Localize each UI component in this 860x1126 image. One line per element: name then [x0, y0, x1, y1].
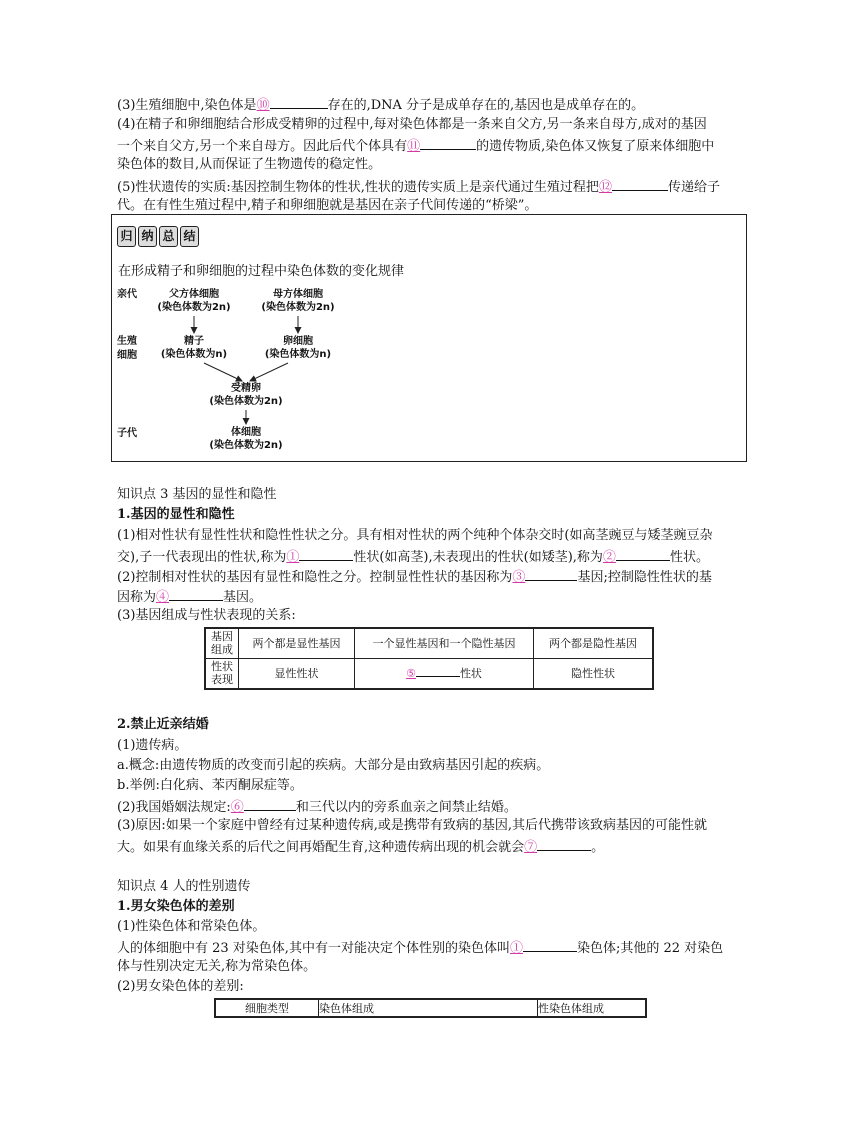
summary-tag-char: 纳 [138, 226, 157, 247]
fill-blank [420, 136, 476, 150]
node-sperm: 精子 (染色体数为n) [160, 336, 228, 360]
blank-number-10: ⑩ [256, 98, 270, 113]
k3-q2: (2)我国婚姻法规定:⑥ 和三代以内的旁系血亲之间禁止结婚。 [117, 797, 517, 817]
table-header-cell: 染色体组成 [319, 999, 538, 1017]
summary-tag-char: 总 [159, 226, 178, 247]
row-header-phenotype: 性状 表现 [205, 658, 239, 689]
node-father-cell: 父方体细胞 (染色体数为2n) [157, 289, 231, 313]
paragraph-4-line-2: 一个来自父方,另一个来自母方。因此后代个体具有⑪ 的遗传物质,染色体又恢复了原来体细胞中 [117, 136, 714, 156]
table-cell: 两个都是显性基因 [239, 628, 355, 658]
flow-arrows [112, 215, 412, 461]
label-germ-1: 生殖 [117, 336, 137, 347]
k4-para-3: (2)男女染色体的差别: [117, 979, 244, 994]
node-egg: 卵细胞 (染色体数为n) [264, 336, 332, 360]
table-row [205, 658, 653, 689]
label-child: 子代 [117, 428, 137, 439]
table-header-cell: 细胞类型 [215, 999, 319, 1017]
paragraph-3: (3)生殖细胞中,染色体是⑩ 存在的,DNA 分子是成单存在的,基因也是成单存在的。 [117, 95, 644, 115]
fill-blank [244, 797, 296, 811]
arrow-sperm-zygote [204, 363, 242, 381]
blank-number-4: ④ [156, 590, 170, 605]
k3-q3-line-1: (3)原因:如果一个家庭中曾经有过某种遗传病,或是携带有致病的基因,其后代携带该致病基因的可能性就 [117, 818, 708, 833]
k3-qb: b.举例:白化病、苯丙酮尿症等。 [117, 778, 303, 793]
fill-blank [416, 665, 460, 677]
blank-number-6: ⑥ [230, 800, 244, 815]
subheading-consanguineous-marriage: 2.禁止近亲结婚 [117, 717, 209, 732]
table-cell: 一个显性基因和一个隐性基因 [355, 628, 534, 658]
k3-para-1-line-1: (1)相对性状有显性性状和隐性性状之分。具有相对性状的两个纯种个体杂交时(如高茎豌豆与矮茎豌豆杂 [117, 528, 713, 543]
blank-number-3: ③ [512, 570, 526, 585]
node-zygote: 受精卵 (染色体数为2n) [209, 383, 283, 407]
sex-chromosome-table [214, 998, 647, 1018]
summary-tag-char: 结 [180, 226, 199, 247]
summary-box [111, 214, 747, 462]
fill-blank [523, 938, 577, 952]
fill-blank [537, 837, 591, 851]
k3-para-2-line-1: (2)控制相对性状的基因有显性和隐性之分。控制显性性状的基因称为③ 基因;控制隐性性状的基 [117, 567, 712, 587]
k4-para-1: (1)性染色体和常染色体。 [117, 919, 266, 934]
blank-number-5: ⑤ [406, 667, 416, 681]
table-cell: 两个都是隐性基因 [534, 628, 654, 658]
node-body-cell: 体细胞 (染色体数为2n) [209, 427, 283, 451]
k3-para-3: (3)基因组成与性状表现的关系: [117, 608, 296, 623]
table-header-cell: 性染色体组成 [538, 999, 647, 1017]
arrow-egg-zygote [250, 363, 288, 381]
blank-number-2: ② [602, 550, 616, 565]
label-parent: 亲代 [117, 289, 137, 300]
k4-para-2-line-1: 人的体细胞中有 23 对染色体,其中有一对能决定个体性别的染色体叫① 染色体;其他的 22 对染色 [117, 938, 723, 958]
subheading-dominant-recessive: 1.基因的显性和隐性 [117, 507, 235, 522]
paragraph-5-line-2: 代。在有性生殖过程中,精子和卵细胞就是基因在亲子代间传递的“桥梁”。 [117, 198, 538, 213]
table-cell: ⑤ 性状 [355, 658, 534, 689]
fill-blank [299, 547, 353, 561]
paragraph-4-line-3: 染色体的数目,从而保证了生物遗传的稳定性。 [117, 157, 382, 172]
k3-para-1-line-2: 交),子一代表现出的性状,称为① 性状(如高茎),未表现出的性状(如矮茎),称为② 性状。 [117, 547, 709, 567]
section-heading-4: 知识点 4 人的性别遗传 [117, 879, 251, 894]
gene-trait-table [204, 627, 654, 690]
summary-title: 在形成精子和卵细胞的过程中染色体数的变化规律 [118, 264, 405, 279]
paragraph-4-line-1: (4)在精子和卵细胞结合形成受精卵的过程中,每对染色体都是一条来自父方,另一条来自母方,成对的基因 [117, 117, 707, 132]
fill-blank [169, 587, 223, 601]
k3-q3-line-2: 大。如果有血缘关系的后代之间再婚配生育,这种遗传病出现的机会就会⑦ 。 [117, 837, 604, 857]
fill-blank [612, 177, 668, 191]
table-cell: 隐性性状 [534, 658, 654, 689]
paragraph-5-line-1: (5)性状遗传的实质:基因控制生物体的性状,性状的遗传实质上是亲代通过生殖过程把⑫ 传递给子 [117, 177, 720, 197]
summary-tag-char: 归 [117, 226, 136, 247]
table-row [215, 999, 646, 1017]
blank-number-1: ① [509, 941, 523, 956]
node-mother-cell: 母方体细胞 (染色体数为2n) [261, 289, 335, 313]
k4-para-2-line-2: 体与性别决定无关,称为常染色体。 [117, 959, 317, 974]
fill-blank [616, 547, 670, 561]
blank-number-1: ① [286, 550, 300, 565]
table-row [205, 628, 653, 658]
k3-qa: a.概念:由遗传物质的改变而引起的疾病。大部分是由致病基因引起的疾病。 [117, 758, 550, 773]
section-heading-3: 知识点 3 基因的显性和隐性 [117, 487, 277, 502]
subheading-chromosome-difference: 1.男女染色体的差别 [117, 899, 235, 914]
k3-q1: (1)遗传病。 [117, 738, 188, 753]
label-germ-2: 细胞 [117, 350, 137, 361]
blank-number-12: ⑫ [598, 180, 612, 195]
blank-number-7: ⑦ [524, 840, 538, 855]
blank-number-11: ⑪ [407, 139, 421, 154]
row-header-genotype: 基因 组成 [205, 628, 239, 658]
fill-blank [270, 95, 328, 109]
table-cell: 显性性状 [239, 658, 355, 689]
k3-para-2-line-2: 因称为④ 基因。 [117, 587, 262, 607]
fill-blank [525, 567, 577, 581]
